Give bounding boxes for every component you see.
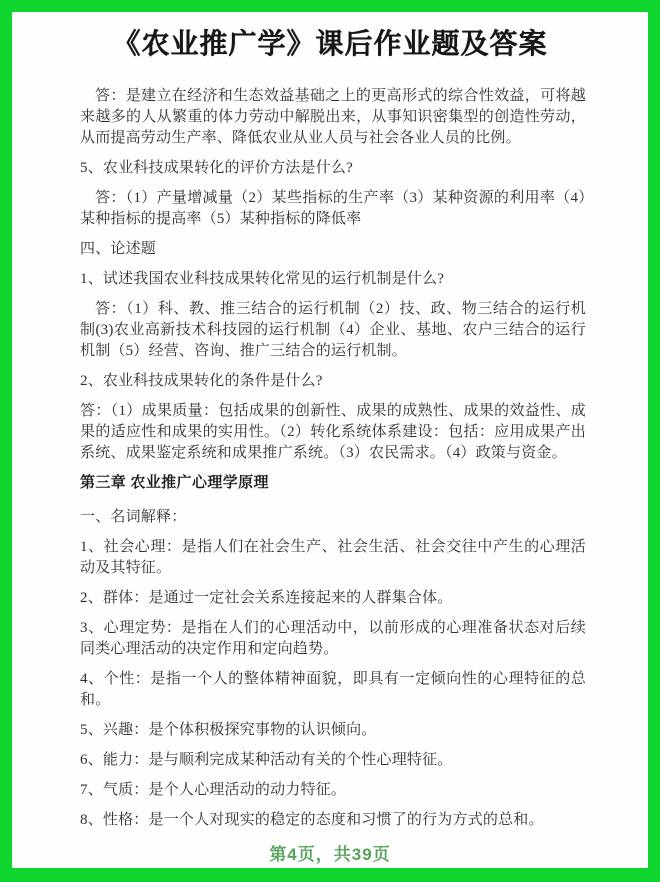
- paragraph-definition: 4、个性：是指一个人的整体精神面貌，即具有一定倾向性的心理特征的总和。: [80, 671, 586, 708]
- paragraph-definition: 3、心理定势：是指在人们的心理活动中，以前形成的心理准备状态对后续同类心理活动的决定作用和定向趋势。: [80, 620, 586, 657]
- paragraph-answer: 答：（1）产量增减量（2）某些指标的生产率（3）某种资源的利用率（4）某种指标的提高率（5）某种指标的降低率: [80, 190, 586, 227]
- paragraph-answer: 答：是建立在经济和生态效益基础之上的更高形式的综合性效益，可将越来越多的人从繁重的体力劳动中解脱出来，从事知识密集型的创造性劳动，从而提高劳动生产率、降低农业从业人员与社会各业人员的比例。: [80, 88, 586, 146]
- paragraph-section: 四、论述题: [80, 241, 157, 257]
- page-title: 《农业推广学》课后作业题及答案: [112, 28, 548, 59]
- paragraph-answer: 答：（1）成果质量：包括成果的创新性、成果的成熟性、成果的效益性、成果的适应性和成果的实用性。（2）转化系统体系建设：包括：应用成果产出系统、成果鉴定系统和成果推广系统。（3）农民需求。（4）政策与资金。: [80, 403, 586, 461]
- paragraph-definition: 8、性格：是一个人对现实的稳定的态度和习惯了的行为方式的总和。: [80, 812, 544, 828]
- paragraph-section: 一、名词解释：: [80, 509, 187, 525]
- page-footer: [12, 840, 648, 868]
- paragraph-question: 1、试述我国农业科技成果转化常见的运行机制是什么?: [80, 271, 445, 287]
- paragraph-answer: 答：（1）科、教、推三结合的运行机制（2）技、政、物三结合的运行机制(3)农业高新技术科技园的运行机制（4）企业、基地、农户三结合的运行机制（5）经营、咨询、推广三结合的运行机制。: [80, 301, 586, 359]
- paragraph-definition: 5、兴趣：是个体积极探究事物的认识倾向。: [80, 722, 377, 738]
- paragraph-definition: 6、能力：是与顺利完成某种活动有关的个性心理特征。: [80, 752, 453, 768]
- paragraph-definition: 2、群体：是通过一定社会关系连接起来的人群集合体。: [80, 590, 453, 606]
- chapter-heading: 第三章 农业推广心理学原理: [80, 475, 269, 491]
- page-number: 第4页，共39页: [269, 845, 391, 864]
- paragraph-definition: 7、气质：是个人心理活动的动力特征。: [80, 782, 347, 798]
- paragraph-question: 5、农业科技成果转化的评价方法是什么?: [80, 160, 353, 176]
- document-body: [12, 86, 648, 840]
- paragraph-definition: 1、社会心理：是指人们在社会生产、社会生活、社会交往中产生的心理活动及其特征。: [80, 539, 586, 576]
- document-page: [12, 12, 648, 868]
- paragraph-question: 2、农业科技成果转化的条件是什么?: [80, 373, 323, 389]
